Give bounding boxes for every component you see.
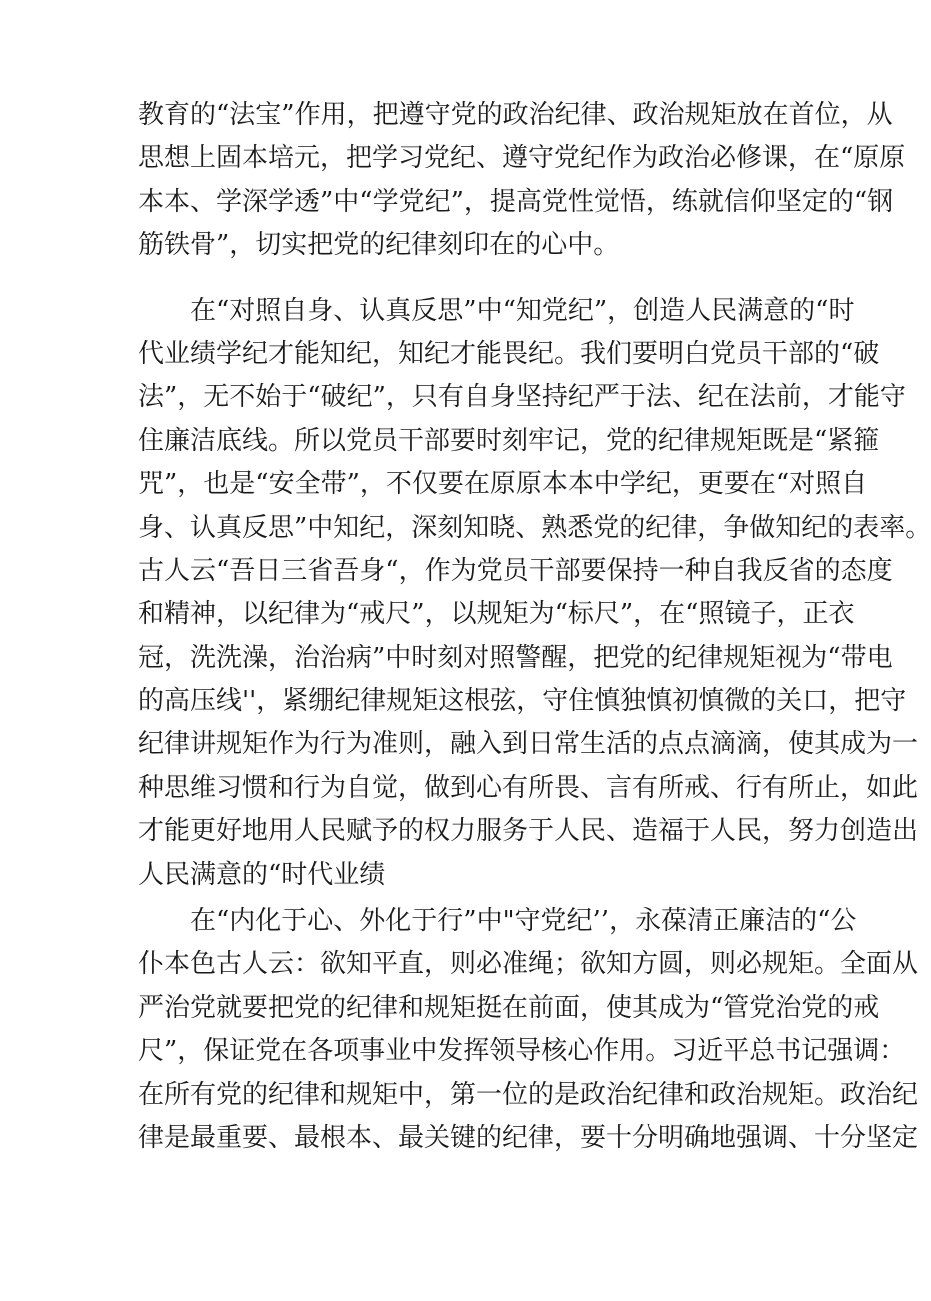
- text-line: 教育的“法宝”作用，把遵守党的政治纪律、政治规矩放在首位，从: [138, 100, 893, 130]
- text-line: 才能更好地用人民赋予的权力服务于人民、造福于人民，努力创造出: [138, 816, 919, 847]
- text-line: 律是最重要、最根本、最关键的纪律，要十分明确地强调、十分坚定: [138, 1122, 919, 1153]
- paragraph-1: [138, 94, 906, 268]
- text-line: 纪律讲规矩作为行为准则，融入到日常生活的点点滴滴，使其成为一: [138, 729, 919, 760]
- text-line: 冠，洗洗澡，治治病”中时刻对照警醒，把党的纪律规矩视为“带电: [138, 642, 893, 673]
- text-line: 和精神，以纪律为“戒尺”，以规矩为“标尺”，在“照镜子，正衣: [138, 599, 855, 630]
- text-line: 本本、学深学透”中“学党纪”，提高党性觉悟，练就信仰坚定的“钢: [138, 186, 894, 217]
- text-line: 严治党就要把党的纪律和规矩挺在前面，使其成为“管党治党的戒: [138, 992, 880, 1023]
- text-line: 筋铁骨”，切实把党的纪律刻印在的心中。: [138, 230, 620, 261]
- document-body: [138, 94, 931, 1160]
- text-line: 在所有党的纪律和规矩中，第一位的是政治纪律和政治规矩。政治纪: [138, 1079, 919, 1110]
- text-line: 法”，无不始于“破纪”，只有自身坚持纪严于法、纪在法前，才能守: [138, 382, 906, 413]
- text-line: 的高压线''，紧绷纪律规矩这根弦，守住慎独慎初慎微的关口，把守: [138, 686, 907, 717]
- text-line: 身、认真反思”中知纪，深刻知晓、熟悉党的纪律，争做知纪的表率。: [138, 512, 931, 543]
- text-line: 仆本色古人云：欲知平直，则必准绳；欲知方圆，则必规矩。全面从: [138, 949, 919, 980]
- paragraph-2: [138, 290, 931, 897]
- text-line: 种思维习惯和行为自觉，做到心有所畏、言有所戒、行有所止，如此: [138, 772, 919, 803]
- text-line: 咒”，也是“安全带”，不仅要在原原本本中学纪，更要在“对照自: [138, 469, 868, 500]
- text-line: 住廉洁底线。所以党员干部要时刻牢记，党的纪律规矩既是“紧箍: [138, 425, 880, 456]
- paragraph-3: [138, 900, 919, 1160]
- paragraph-spacer: [138, 268, 788, 290]
- text-line: 思想上固本培元，把学习党纪、遵守党纪作为政治必修课，在“原原: [138, 143, 906, 174]
- text-line: 人民满意的“时代业绩: [138, 859, 386, 890]
- text-line: 代业绩学纪才能知纪，知纪才能畏纪。我们要明白党员干部的“破: [138, 338, 880, 369]
- text-line: 在“内化于心、外化于行”中"守党纪’’，永葆清正廉洁的“公: [190, 906, 857, 937]
- text-line: 古人云“吾日三省吾身“，作为党员干部要保持一种自我反省的态度: [138, 555, 893, 586]
- text-line: 尺”，保证党在各项事业中发挥领导核心作用。习近平总书记强调：: [138, 1036, 906, 1067]
- text-line: 在“对照自身、认真反思”中“知党纪”，创造人民满意的“时: [190, 295, 855, 326]
